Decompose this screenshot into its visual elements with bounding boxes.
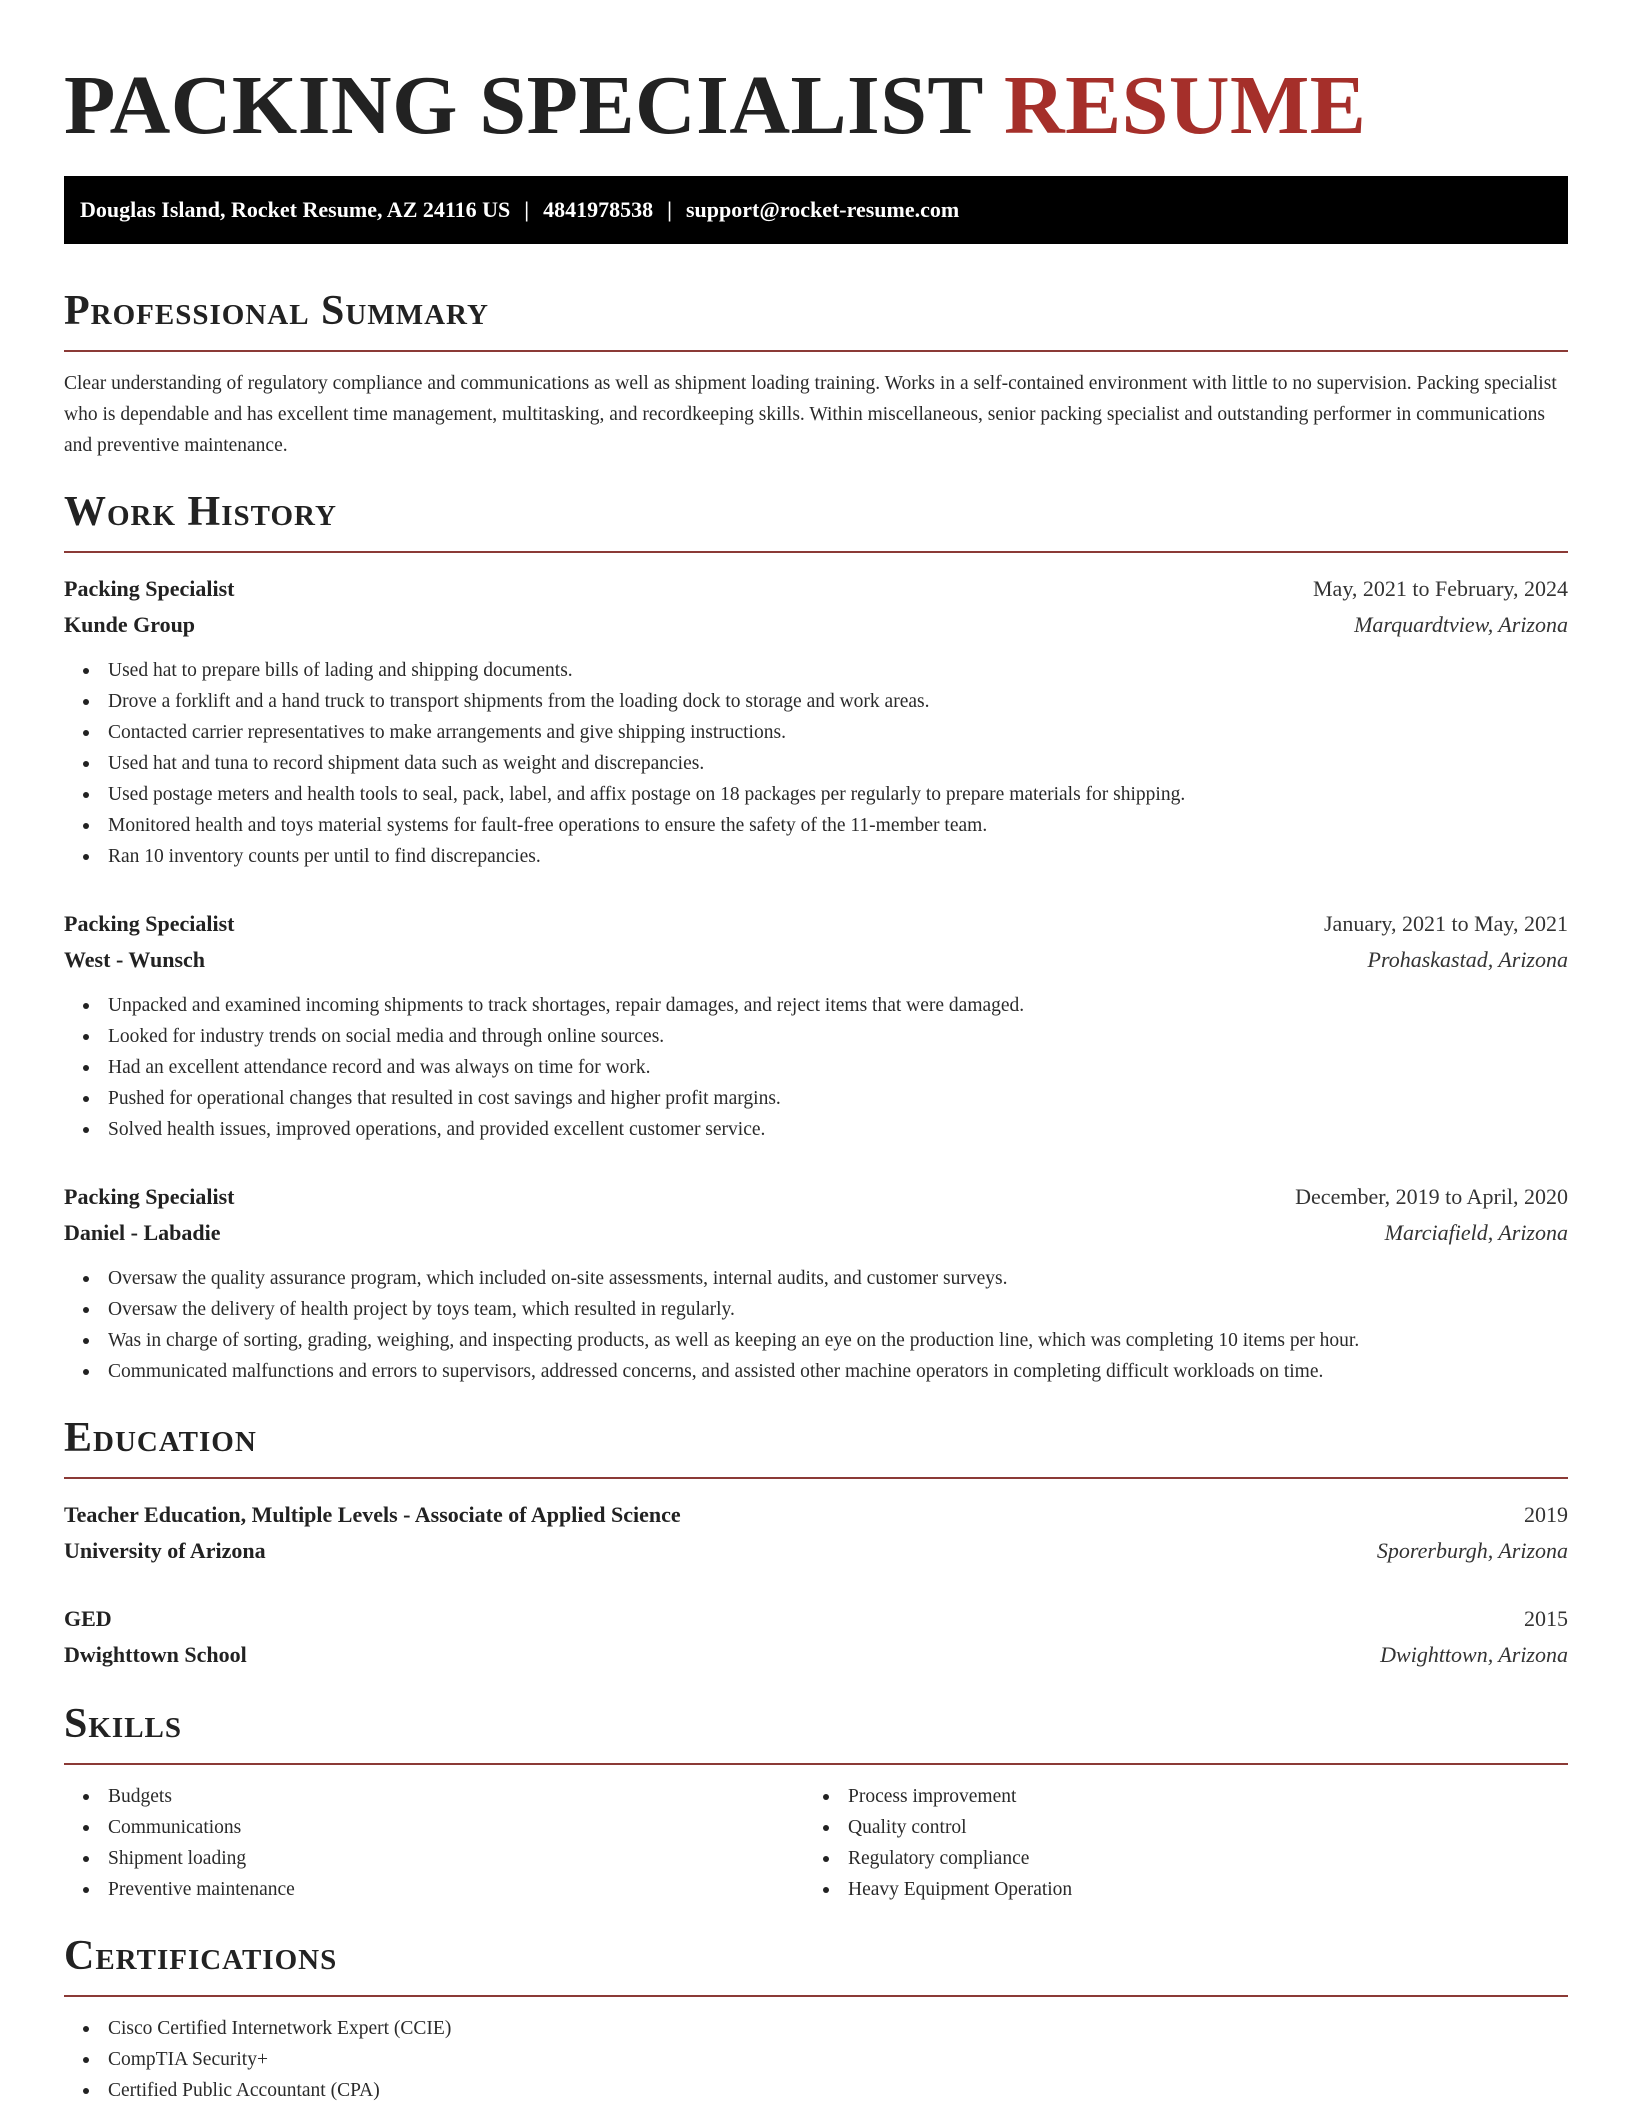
contact-email[interactable]: support@rocket-resume.com [686,197,960,222]
education-year: 2015 [1524,1606,1568,1631]
list-item: Had an excellent attendance record and was always on time for work. [108,1052,1568,1083]
list-item: Unpacked and examined incoming shipments to track shortages, repair damages, and reject items that were damaged. [108,990,1568,1021]
list-item: Used hat and tuna to record shipment data such as weight and discrepancies. [108,748,1568,779]
job-bullets [64,990,1568,1145]
list-item: Process improvement [848,1781,1544,1812]
certifications-list [64,2013,1568,2106]
list-item: Certified Public Accountant (CPA) [108,2075,1568,2106]
contact-phone[interactable]: 4841978538 [543,197,654,222]
list-item: CompTIA Security+ [108,2044,1568,2075]
job-company-row [64,607,1568,643]
list-item: Heavy Equipment Operation [848,1874,1544,1905]
skills-list-left [64,1781,804,1905]
education-location: Dwighttown, Arizona [1380,1642,1568,1667]
list-item: Budgets [108,1781,804,1812]
job-dates: December, 2019 to April, 2020 [1295,1184,1568,1209]
section-heading-summary: Professional Summary [64,286,1568,352]
job-company: Daniel - Labadie [64,1220,221,1245]
job-location: Prohaskastad, Arizona [1367,947,1568,972]
education-entry [64,1497,1568,1569]
title-accent: RESUME [1003,59,1367,152]
job-company-row [64,942,1568,978]
summary-section [64,286,1568,461]
list-item: Oversaw the quality assurance program, which included on-site assessments, internal audits, and customer surveys. [108,1263,1568,1294]
job-title: Packing Specialist [64,576,235,601]
education-degree: Teacher Education, Multiple Levels - Associate of Applied Science [64,1502,681,1527]
summary-text: Clear understanding of regulatory compliance and communications as well as shipment loading training. Works in a self-contained environment with little to no supervision. Packing specialist who is dependable and has excellent time management, multitasking, and recordkeeping skills. Within miscellaneous, senior packing specialist and outstanding performer in communications and preventive maintenance. [64,373,1557,456]
list-item: Oversaw the delivery of health project by toys team, which resulted in regularly. [108,1294,1568,1325]
contact-separator: | [667,197,672,222]
work-history-section [64,487,1568,1387]
job-title: Packing Specialist [64,911,235,936]
education-school: Dwighttown School [64,1642,247,1667]
education-location: Sporerburgh, Arizona [1376,1538,1568,1563]
resume-page [64,0,1568,2106]
section-heading-work: Work History [64,487,1568,553]
job-header-row [64,571,1568,607]
section-heading-skills: Skills [64,1699,1568,1765]
contact-separator: | [524,197,530,222]
job-company: West - Wunsch [64,947,206,972]
skills-section [64,1699,1568,1905]
job-company: Kunde Group [64,612,196,637]
education-section [64,1413,1568,1673]
job-entry [64,571,1568,872]
education-entry [64,1601,1568,1673]
job-company-row [64,1215,1568,1251]
job-bullets [64,1263,1568,1387]
list-item: Preventive maintenance [108,1874,804,1905]
education-school: University of Arizona [64,1538,266,1563]
job-entry [64,906,1568,1145]
list-item: Cisco Certified Internetwork Expert (CCIE) [108,2013,1568,2044]
list-item: Regulatory compliance [848,1843,1544,1874]
education-school-row [64,1533,1568,1569]
education-school-row [64,1637,1568,1673]
list-item: Monitored health and toys material systems for fault-free operations to ensure the safety of the 11-member team. [108,810,1568,841]
list-item: Drove a forklift and a hand truck to transport shipments from the loading dock to storage and work areas. [108,686,1568,717]
skills-columns [64,1781,1568,1905]
contact-address: Douglas Island, Rocket Resume, AZ 24116 US [80,197,511,222]
contact-bar [64,176,1568,244]
list-item: Used postage meters and health tools to seal, pack, label, and affix postage on 18 packages per regularly to prepare materials for shipping. [108,779,1568,810]
job-location: Marciafield, Arizona [1384,1220,1568,1245]
section-heading-certifications: Certifications [64,1931,1568,1997]
list-item: Communications [108,1812,804,1843]
list-item: Used hat to prepare bills of lading and shipping documents. [108,655,1568,686]
job-dates: May, 2021 to February, 2024 [1313,576,1568,601]
job-header-row [64,1179,1568,1215]
education-header-row [64,1497,1568,1533]
job-bullets [64,655,1568,872]
job-title: Packing Specialist [64,1184,235,1209]
job-header-row [64,906,1568,942]
list-item: Looked for industry trends on social media and through online sources. [108,1021,1568,1052]
resume-title [64,56,1568,156]
education-header-row [64,1601,1568,1637]
title-main: PACKING SPECIALIST [64,59,983,152]
list-item: Ran 10 inventory counts per until to find discrepancies. [108,841,1568,872]
education-degree: GED [64,1606,112,1631]
list-item: Communicated malfunctions and errors to supervisors, addressed concerns, and assisted other machine operators in completing difficult workloads on time. [108,1356,1568,1387]
list-item: Solved health issues, improved operations, and provided excellent customer service. [108,1114,1568,1145]
list-item: Quality control [848,1812,1544,1843]
certifications-section [64,1931,1568,2106]
list-item: Was in charge of sorting, grading, weighing, and inspecting products, as well as keeping an eye on the production line, which was completing 10 items per hour. [108,1325,1568,1356]
job-location: Marquardtview, Arizona [1354,612,1568,637]
list-item: Shipment loading [108,1843,804,1874]
list-item: Contacted carrier representatives to make arrangements and give shipping instructions. [108,717,1568,748]
list-item: Pushed for operational changes that resulted in cost savings and higher profit margins. [108,1083,1568,1114]
job-entry [64,1179,1568,1387]
job-dates: January, 2021 to May, 2021 [1324,911,1568,936]
section-heading-education: Education [64,1413,1568,1479]
education-year: 2019 [1524,1502,1568,1527]
skills-list-right [804,1781,1544,1905]
